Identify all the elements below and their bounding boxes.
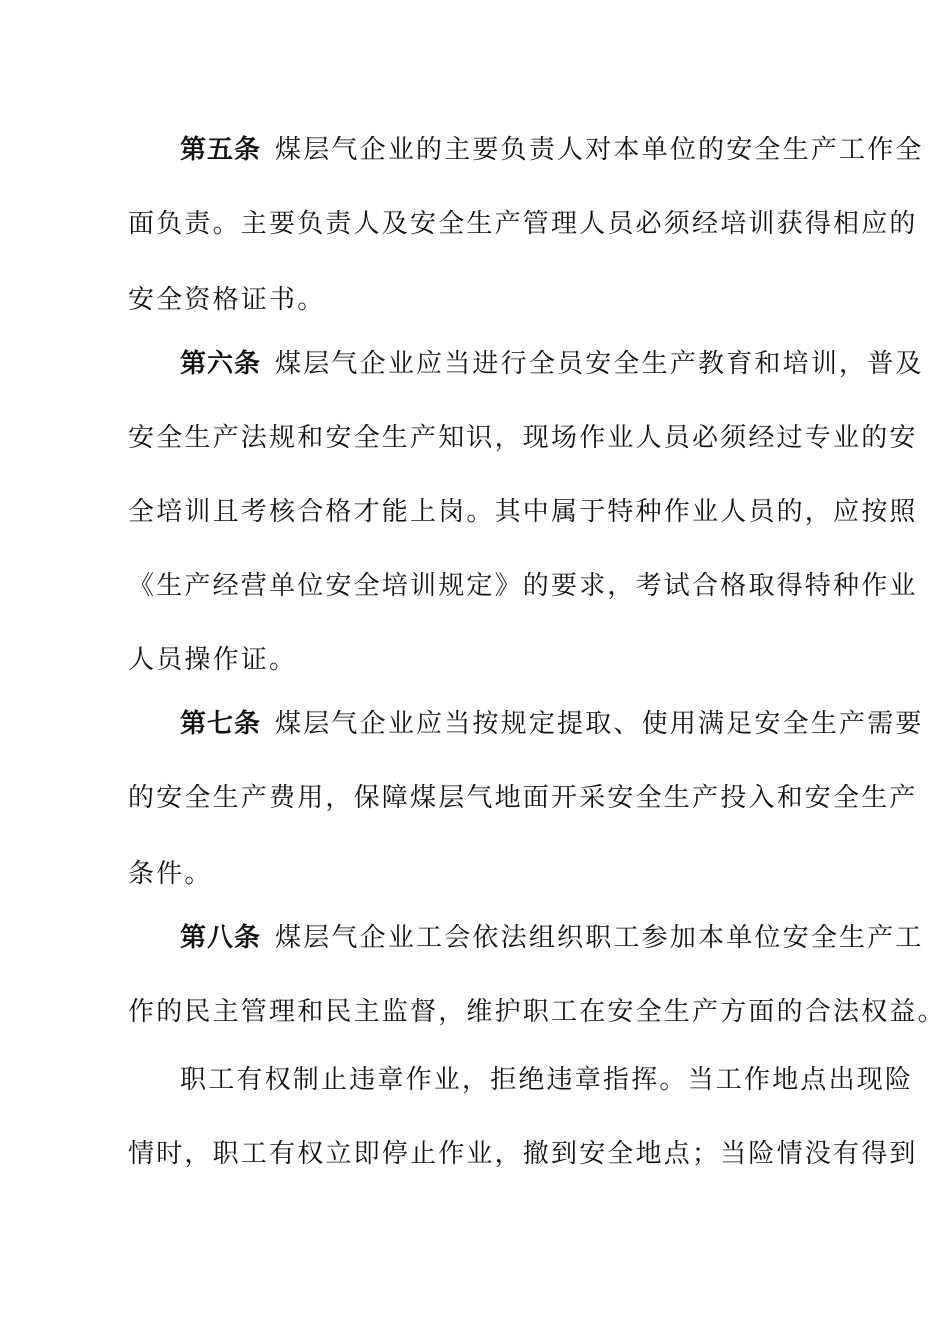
article-6-line-3: 全培训且考核合格才能上岗。其中属于特种作业人员的，应按照 xyxy=(128,497,918,527)
article-6-line-1 xyxy=(180,346,924,382)
article-7-line-2: 的安全生产费用，保障煤层气地面开采安全生产投入和安全生产 xyxy=(128,783,918,813)
article-8-text-1: 煤层气企业工会依法组织职工参加本单位安全生产工 xyxy=(275,923,924,953)
article-5-line-1 xyxy=(180,132,924,168)
article-6-text-1: 煤层气企业应当进行全员安全生产教育和培训，普及 xyxy=(275,349,924,379)
paragraph-line-2: 情时，职工有权立即停止作业，撤到安全地点；当险情没有得到 xyxy=(128,1139,918,1169)
article-6-line-2: 安全生产法规和安全生产知识，现场作业人员必须经过专业的安 xyxy=(128,423,918,453)
article-7-number: 第七条 xyxy=(180,709,262,739)
article-8-line-2: 作的民主管理和民主监督，维护职工在安全生产方面的合法权益。 xyxy=(128,997,946,1027)
article-7-line-3: 条件。 xyxy=(128,859,213,889)
article-5-text-1: 煤层气企业的主要负责人对本单位的安全生产工作全 xyxy=(275,135,924,165)
article-5-line-3: 安全资格证书。 xyxy=(128,285,326,315)
article-7-line-1 xyxy=(180,706,924,742)
article-5-line-2: 面负责。主要负责人及安全生产管理人员必须经培训获得相应的 xyxy=(128,209,918,239)
article-6-line-4: 《生产经营单位安全培训规定》的要求，考试合格取得特种作业 xyxy=(128,571,918,601)
article-5-number: 第五条 xyxy=(180,135,262,165)
article-8-number: 第八条 xyxy=(180,923,262,953)
article-6-number: 第六条 xyxy=(180,349,262,379)
article-7-text-1: 煤层气企业应当按规定提取、使用满足安全生产需要 xyxy=(275,709,924,739)
article-8-line-1 xyxy=(180,920,924,956)
article-6-line-5: 人员操作证。 xyxy=(128,645,298,675)
paragraph-line-1: 职工有权制止违章作业，拒绝违章指挥。当工作地点出现险 xyxy=(180,1065,914,1095)
